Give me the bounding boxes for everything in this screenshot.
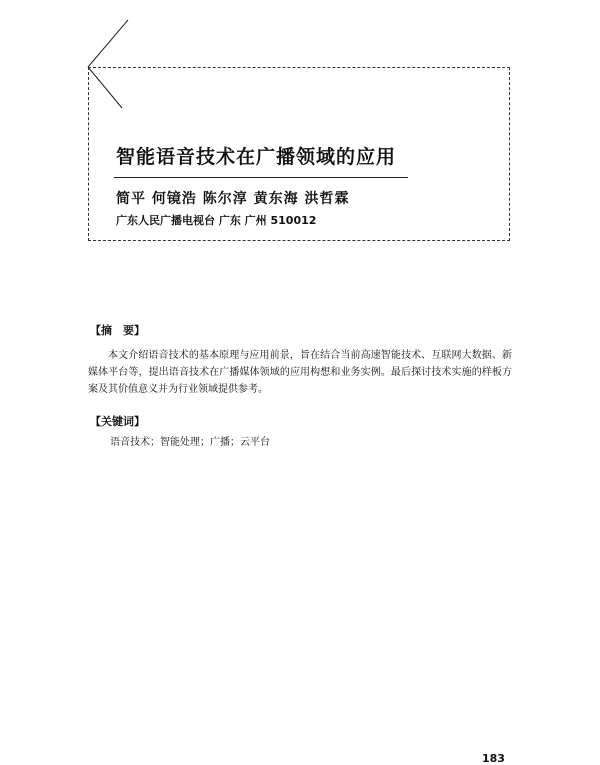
- page-number: 183: [482, 752, 505, 765]
- abstract-text: 本文介绍语音技术的基本原理与应用前景，旨在结合当前高速智能技术、互联网大数据、新媒体平台等，提出语音技术在广播媒体领域的应用构想和业务实例。最后探讨技术实施的样板方案及其价值意义并为行业领域提供参考。: [88, 350, 512, 395]
- author-list: 简平 何镜浩 陈尔淳 黄东海 洪哲霖: [116, 191, 350, 207]
- author-affiliation: 广东人民广播电视台 广东 广州 510012: [116, 214, 317, 227]
- title-underline: [114, 177, 408, 178]
- corner-line-upper: [88, 20, 128, 67]
- keywords-text: 语音技术；智能处理；广播；云平台: [110, 437, 270, 448]
- keywords-label: 【关键词】: [90, 415, 145, 428]
- abstract-label: 【摘 要】: [90, 324, 145, 337]
- paper-title: 智能语音技术在广播领域的应用: [116, 146, 397, 168]
